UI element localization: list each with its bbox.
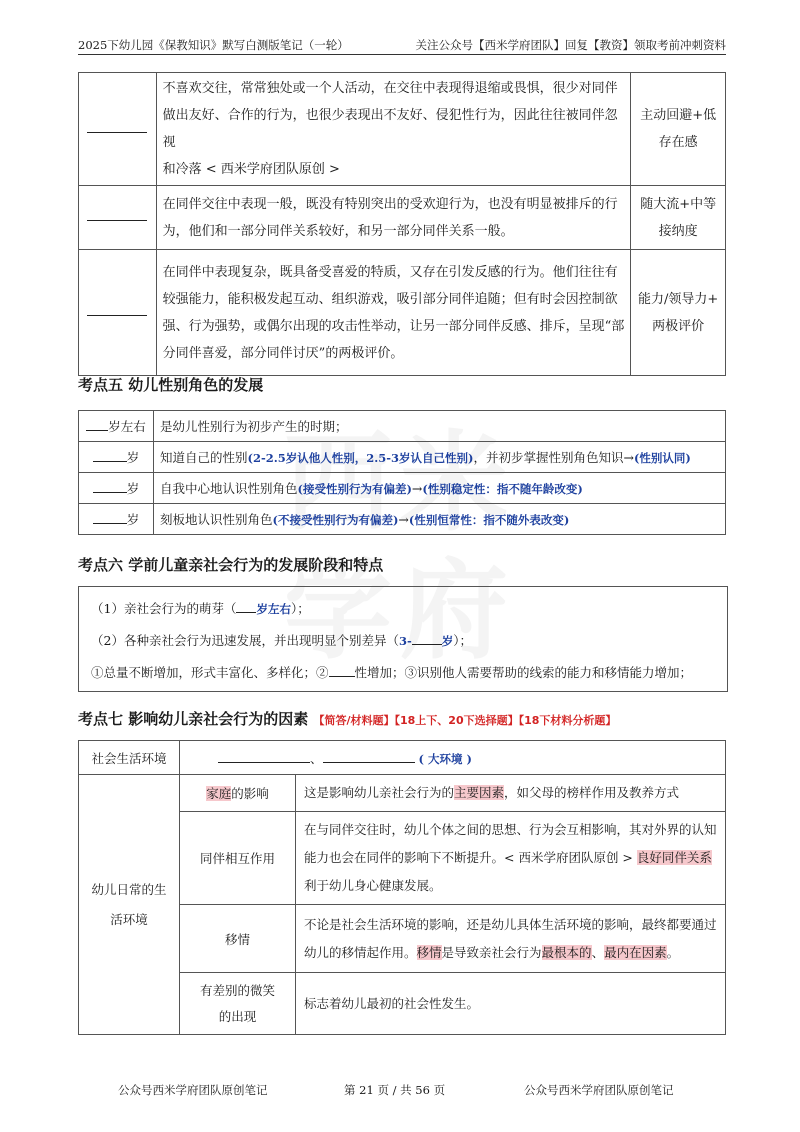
daily-label-cell (79, 775, 180, 1035)
section-title: 考点五 幼儿性别角色的发展 (78, 376, 264, 394)
prosocial-factors-table (78, 740, 726, 1035)
stage-note: (不接受性别行为有偏差) (272, 513, 399, 527)
factor-name-cell (180, 775, 296, 812)
desc-line: 强、行为强势，或偶尔出现的攻击性举动，让另一部分同伴反感、排斥，呈现“部 (162, 318, 625, 334)
env-note: ( 大环境 ) (418, 751, 472, 766)
desc-cell (156, 73, 631, 186)
table-row (79, 250, 726, 376)
table-row (79, 473, 726, 504)
stage-cell (154, 473, 726, 504)
desc-line: 较强能力，能积极发起互动、组织游戏，吸引部分同伴追随；但有时会因控制欲 (162, 291, 618, 307)
desc-text: 、 (591, 944, 605, 960)
table-row (79, 775, 726, 812)
age-unit: 岁 (126, 450, 140, 465)
desc-cell (156, 186, 631, 250)
blank-cell (79, 73, 157, 186)
trait-line: 主动回避+低 (640, 108, 717, 123)
stage-term: (性别恒常性：指不随外表改变) (408, 513, 570, 527)
age-unit: 岁 (126, 481, 140, 496)
stage-cell (154, 504, 726, 535)
table-row (79, 741, 726, 775)
desc-line: 和冷落 < 西米学府团队原创 > (162, 162, 340, 177)
answer-blank (93, 523, 127, 524)
daily-label: 活环境 (110, 911, 148, 927)
stage-text: 自我中心地认识性别角色 (160, 481, 298, 496)
answer-blank (323, 762, 415, 763)
answer-blank (329, 676, 355, 677)
exam-tag: 【18下材料分析题】 (518, 714, 617, 727)
factor-name: 的影响 (231, 786, 269, 801)
answer-blank (87, 132, 147, 133)
factor-name-cell (180, 812, 296, 905)
age-unit: 岁左右 (108, 419, 146, 434)
answer-blank (93, 461, 127, 462)
table-row (79, 186, 726, 250)
env-value-cell (180, 741, 726, 775)
table-row (79, 442, 726, 473)
line-text: （1）亲社会行为的萌芽（ (91, 601, 237, 616)
header-promo: 关注公众号【西米学府团队】回复【教资】领取考前冲刺资料 (415, 38, 726, 52)
gender-role-table (78, 410, 726, 535)
desc-line: 为，他们和一部分同伴关系较好，和另一部分同伴关系一般。 (162, 223, 514, 239)
desc-text: 标志着幼儿最初的社会性发生。 (304, 995, 480, 1011)
stage-cell (154, 411, 726, 442)
desc-text: 在与同伴交往时，幼儿个体之间的思想、行为会互相影响，其对外界的认知能力也会在同伴的影响下不断提升。< 西米学府团队原创 > (304, 822, 717, 865)
stage-line (91, 663, 692, 681)
age-cell (79, 473, 154, 504)
desc-text: 。 (666, 944, 680, 960)
footer-right: 公众号西米学府团队原创笔记 (524, 1083, 674, 1097)
header-title: 2025下幼儿园《保教知识》默写白测版笔记（一轮） (78, 38, 349, 52)
env-label: 社会生活环境 (91, 750, 167, 766)
answer-blank (86, 430, 108, 431)
highlighted-text: 良好同伴关系 (636, 850, 712, 865)
line-text: ）； (290, 601, 310, 616)
table-row (79, 73, 726, 186)
trait-line: 两极评价 (652, 318, 705, 334)
age-cell (79, 442, 154, 473)
daily-label: 幼儿日常的生 (91, 881, 167, 897)
desc-text: 这是影响幼儿亲社会行为的 (304, 785, 455, 800)
line-text: ）； (453, 633, 473, 648)
desc-line: 在同伴交往中表现一般，既没有特别突出的受欢迎行为，也没有明显被排斥的行 (162, 196, 618, 212)
trait-cell (631, 250, 726, 376)
page-number: 第 21 页 / 共 56 页 (344, 1083, 446, 1097)
trait-cell (631, 186, 726, 250)
peer-type-table (78, 72, 726, 376)
factor-name: 同伴相互作用 (199, 851, 275, 866)
table-row (79, 504, 726, 535)
line-text: ①总量不断增加，形式丰富化、多样化；② (91, 665, 329, 680)
stage-note: (接受性别行为有偏差) (297, 482, 412, 496)
age-start: 3- (398, 634, 412, 648)
age-unit: 岁 (441, 634, 454, 648)
blank-cell (79, 250, 157, 376)
trait-line: 能力/领导力+ (638, 291, 719, 307)
factor-name-highlight: 家庭 (206, 786, 232, 801)
stage-arrow: → (411, 481, 423, 496)
factor-name-cell (180, 973, 296, 1035)
trait-line: 存在感 (658, 135, 698, 150)
answer-blank (93, 492, 127, 493)
factor-desc-cell (296, 812, 726, 905)
footer-left: 公众号西米学府团队原创笔记 (118, 1083, 268, 1097)
desc-line: 分同伴喜爱，部分同伴讨厌”的两极评价。 (162, 345, 404, 361)
factor-desc-cell (296, 973, 726, 1035)
table-row (79, 411, 726, 442)
stage-text: 知道自己的性别 (160, 450, 248, 465)
stage-text: 刻板地认识性别角色 (160, 512, 273, 527)
prosocial-stages-box (78, 586, 728, 692)
age-unit: 岁 (126, 512, 140, 527)
age-cell (79, 411, 154, 442)
age-unit: 岁左右 (256, 602, 291, 616)
stage-arrow: ，并初步掌握性别角色知识→ (473, 450, 634, 465)
stage-line (91, 599, 310, 617)
factor-desc-cell (296, 775, 726, 812)
desc-line: 不喜欢交往，常常独处或一个人活动，在交往中表现得退缩或畏惧，很少对同伴 (162, 81, 618, 96)
desc-text: ，如父母的榜样作用及教养方式 (504, 785, 680, 800)
env-label-cell (79, 741, 180, 775)
answer-blank (218, 762, 310, 763)
factor-name-cell (180, 905, 296, 973)
highlighted-text: 最内在因素 (604, 944, 667, 960)
stage-text: 是幼儿性别行为初步产生的时期； (160, 419, 348, 434)
separator: 、 (310, 750, 323, 766)
answer-blank (412, 644, 442, 645)
section-title: 考点六 学前儿童亲社会行为的发展阶段和特点 (78, 556, 384, 574)
highlighted-text: 最根本的 (541, 944, 592, 960)
page-header (78, 34, 726, 55)
stage-cell (154, 442, 726, 473)
desc-text: 利于幼儿身心健康发展。 (304, 878, 442, 893)
desc-cell (156, 250, 631, 376)
stage-arrow: → (398, 512, 409, 527)
factor-desc-cell (296, 905, 726, 973)
trait-line: 随大流+中等 (640, 196, 717, 212)
stage-line (91, 631, 472, 649)
factor-name: 移情 (224, 931, 250, 947)
answer-blank (87, 220, 147, 221)
desc-line: 做出友好、合作的行为，也很少表现出不友好、侵犯性行为，因此往往被同伴忽视 (162, 108, 618, 150)
highlighted-text: 主要因素 (454, 785, 505, 800)
line-text: （2）各种亲社会行为迅速发展，并出现明显个别差异（ (91, 633, 399, 648)
trait-line: 接纳度 (658, 223, 698, 239)
section-title-row (78, 708, 616, 729)
desc-text: 是导致亲社会行为 (441, 944, 542, 960)
stage-term: (性别认同) (633, 451, 691, 465)
desc-text: 不论是社会生活环境的影响，还是幼儿具体生活环境的影响，最终都要通过幼儿的移情起作用。 (304, 916, 717, 960)
blank-cell (79, 186, 157, 250)
exam-tag: 【简答/材料题】 (313, 714, 395, 727)
stage-term: (性别稳定性：指不随年龄改变) (422, 482, 583, 496)
stage-note: (2-2.5岁认他人性别，2.5-3岁认自己性别) (247, 451, 474, 465)
trait-cell (631, 73, 726, 186)
section-title: 考点七 影响幼儿亲社会行为的因素 (78, 710, 309, 728)
factor-name: 有差别的微笑的出现 (199, 982, 275, 1024)
exam-tag: 【18上下、20下选择题】 (394, 714, 519, 727)
answer-blank (87, 315, 147, 316)
desc-line: 在同伴中表现复杂，既具备受喜爱的特质，又存在引发反感的行为。他们往往有 (162, 264, 618, 280)
highlighted-text: 移情 (416, 944, 442, 960)
line-text: 性增加；③识别他人需要帮助的线索的能力和移情能力增加； (354, 665, 693, 680)
age-cell (79, 504, 154, 535)
answer-blank (236, 602, 256, 616)
